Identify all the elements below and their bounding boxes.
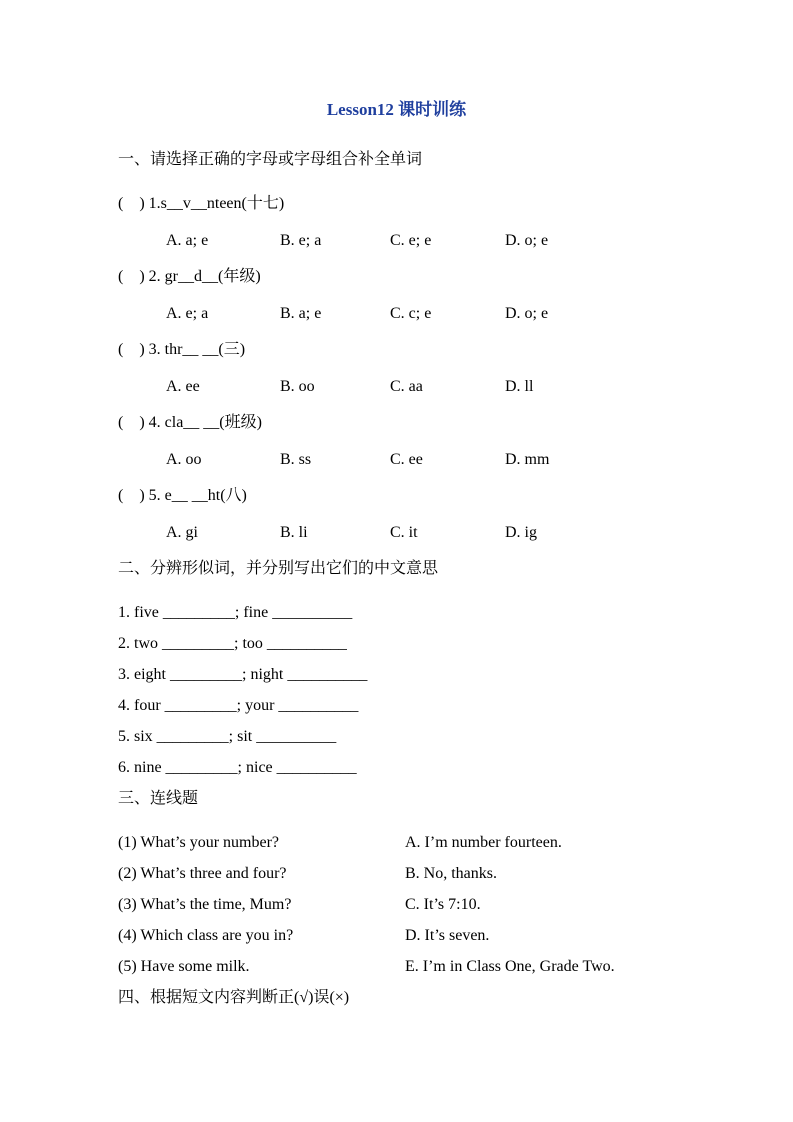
question-1-option-c: C. e; e [390, 232, 432, 249]
question-2-option-d: D. o; e [505, 305, 549, 322]
question-3-option-b: B. oo [280, 378, 315, 395]
question-2-option-b: B. a; e [280, 305, 322, 322]
match-right-1: A. I’m number fourteen. [405, 834, 562, 851]
question-5-option-c: C. it [390, 524, 418, 541]
question-4-options [118, 450, 675, 470]
question-3-option-c: C. aa [390, 378, 423, 395]
fill-item-5: 5. six _________; sit __________ [118, 728, 337, 745]
question-2-options [118, 304, 675, 324]
question-5-option-b: B. li [280, 524, 308, 541]
fill-item-3: 3. eight _________; night __________ [118, 666, 368, 683]
question-5-stem: ( ) 5. e__ __ht(八) [118, 487, 247, 504]
match-row-2 [118, 864, 675, 884]
question-2-stem: ( ) 2. gr__d__(年级) [118, 268, 261, 285]
question-5-option-d: D. ig [505, 524, 537, 541]
question-3-options [118, 377, 675, 397]
match-left-4: (4) Which class are you in? [118, 927, 294, 944]
match-row-3 [118, 895, 675, 915]
section4-heading: 四、根据短文内容判断正(√)误(×) [118, 989, 350, 1006]
fill-item-2: 2. two _________; too __________ [118, 635, 347, 652]
match-right-4: D. It’s seven. [405, 927, 490, 944]
question-5-options [118, 523, 675, 543]
match-left-3: (3) What’s the time, Mum? [118, 896, 292, 913]
question-3-stem: ( ) 3. thr__ __(三) [118, 341, 246, 358]
section2-heading: 二、分辨形似词，并分别写出它们的中文意思 [118, 560, 439, 577]
question-1-stem: ( ) 1.s__v__nteen(十七) [118, 195, 285, 212]
question-3-option-d: D. ll [505, 378, 534, 395]
question-4-option-a: A. oo [166, 451, 202, 468]
question-1-option-b: B. e; a [280, 232, 322, 249]
question-4-option-b: B. ss [280, 451, 312, 468]
question-3-option-a: A. ee [166, 378, 200, 395]
question-4-stem: ( ) 4. cla__ __(班级) [118, 414, 262, 431]
question-5-option-a: A. gi [166, 524, 198, 541]
question-4-option-d: D. mm [505, 451, 550, 468]
page-title: Lesson12 课时训练 [326, 100, 467, 119]
match-left-5: (5) Have some milk. [118, 958, 250, 975]
match-right-5: E. I’m in Class One, Grade Two. [405, 958, 615, 975]
question-1-option-d: D. o; e [505, 232, 549, 249]
match-row-1 [118, 833, 675, 853]
match-row-5 [118, 957, 675, 977]
fill-item-4: 4. four _________; your __________ [118, 697, 359, 714]
question-1-option-a: A. a; e [166, 232, 209, 249]
question-2-option-a: A. e; a [166, 305, 209, 322]
section3-heading: 三、连线题 [118, 790, 199, 807]
question-4-option-c: C. ee [390, 451, 423, 468]
match-left-1: (1) What’s your number? [118, 834, 279, 851]
section1-heading: 一、请选择正确的字母或字母组合补全单词 [118, 151, 423, 168]
fill-item-6: 6. nine _________; nice __________ [118, 759, 357, 776]
question-1-options [118, 231, 675, 251]
match-right-2: B. No, thanks. [405, 865, 497, 882]
question-2-option-c: C. c; e [390, 305, 432, 322]
fill-item-1: 1. five _________; fine __________ [118, 604, 353, 621]
match-row-4 [118, 926, 675, 946]
match-left-2: (2) What’s three and four? [118, 865, 287, 882]
match-right-3: C. It’s 7:10. [405, 896, 481, 913]
